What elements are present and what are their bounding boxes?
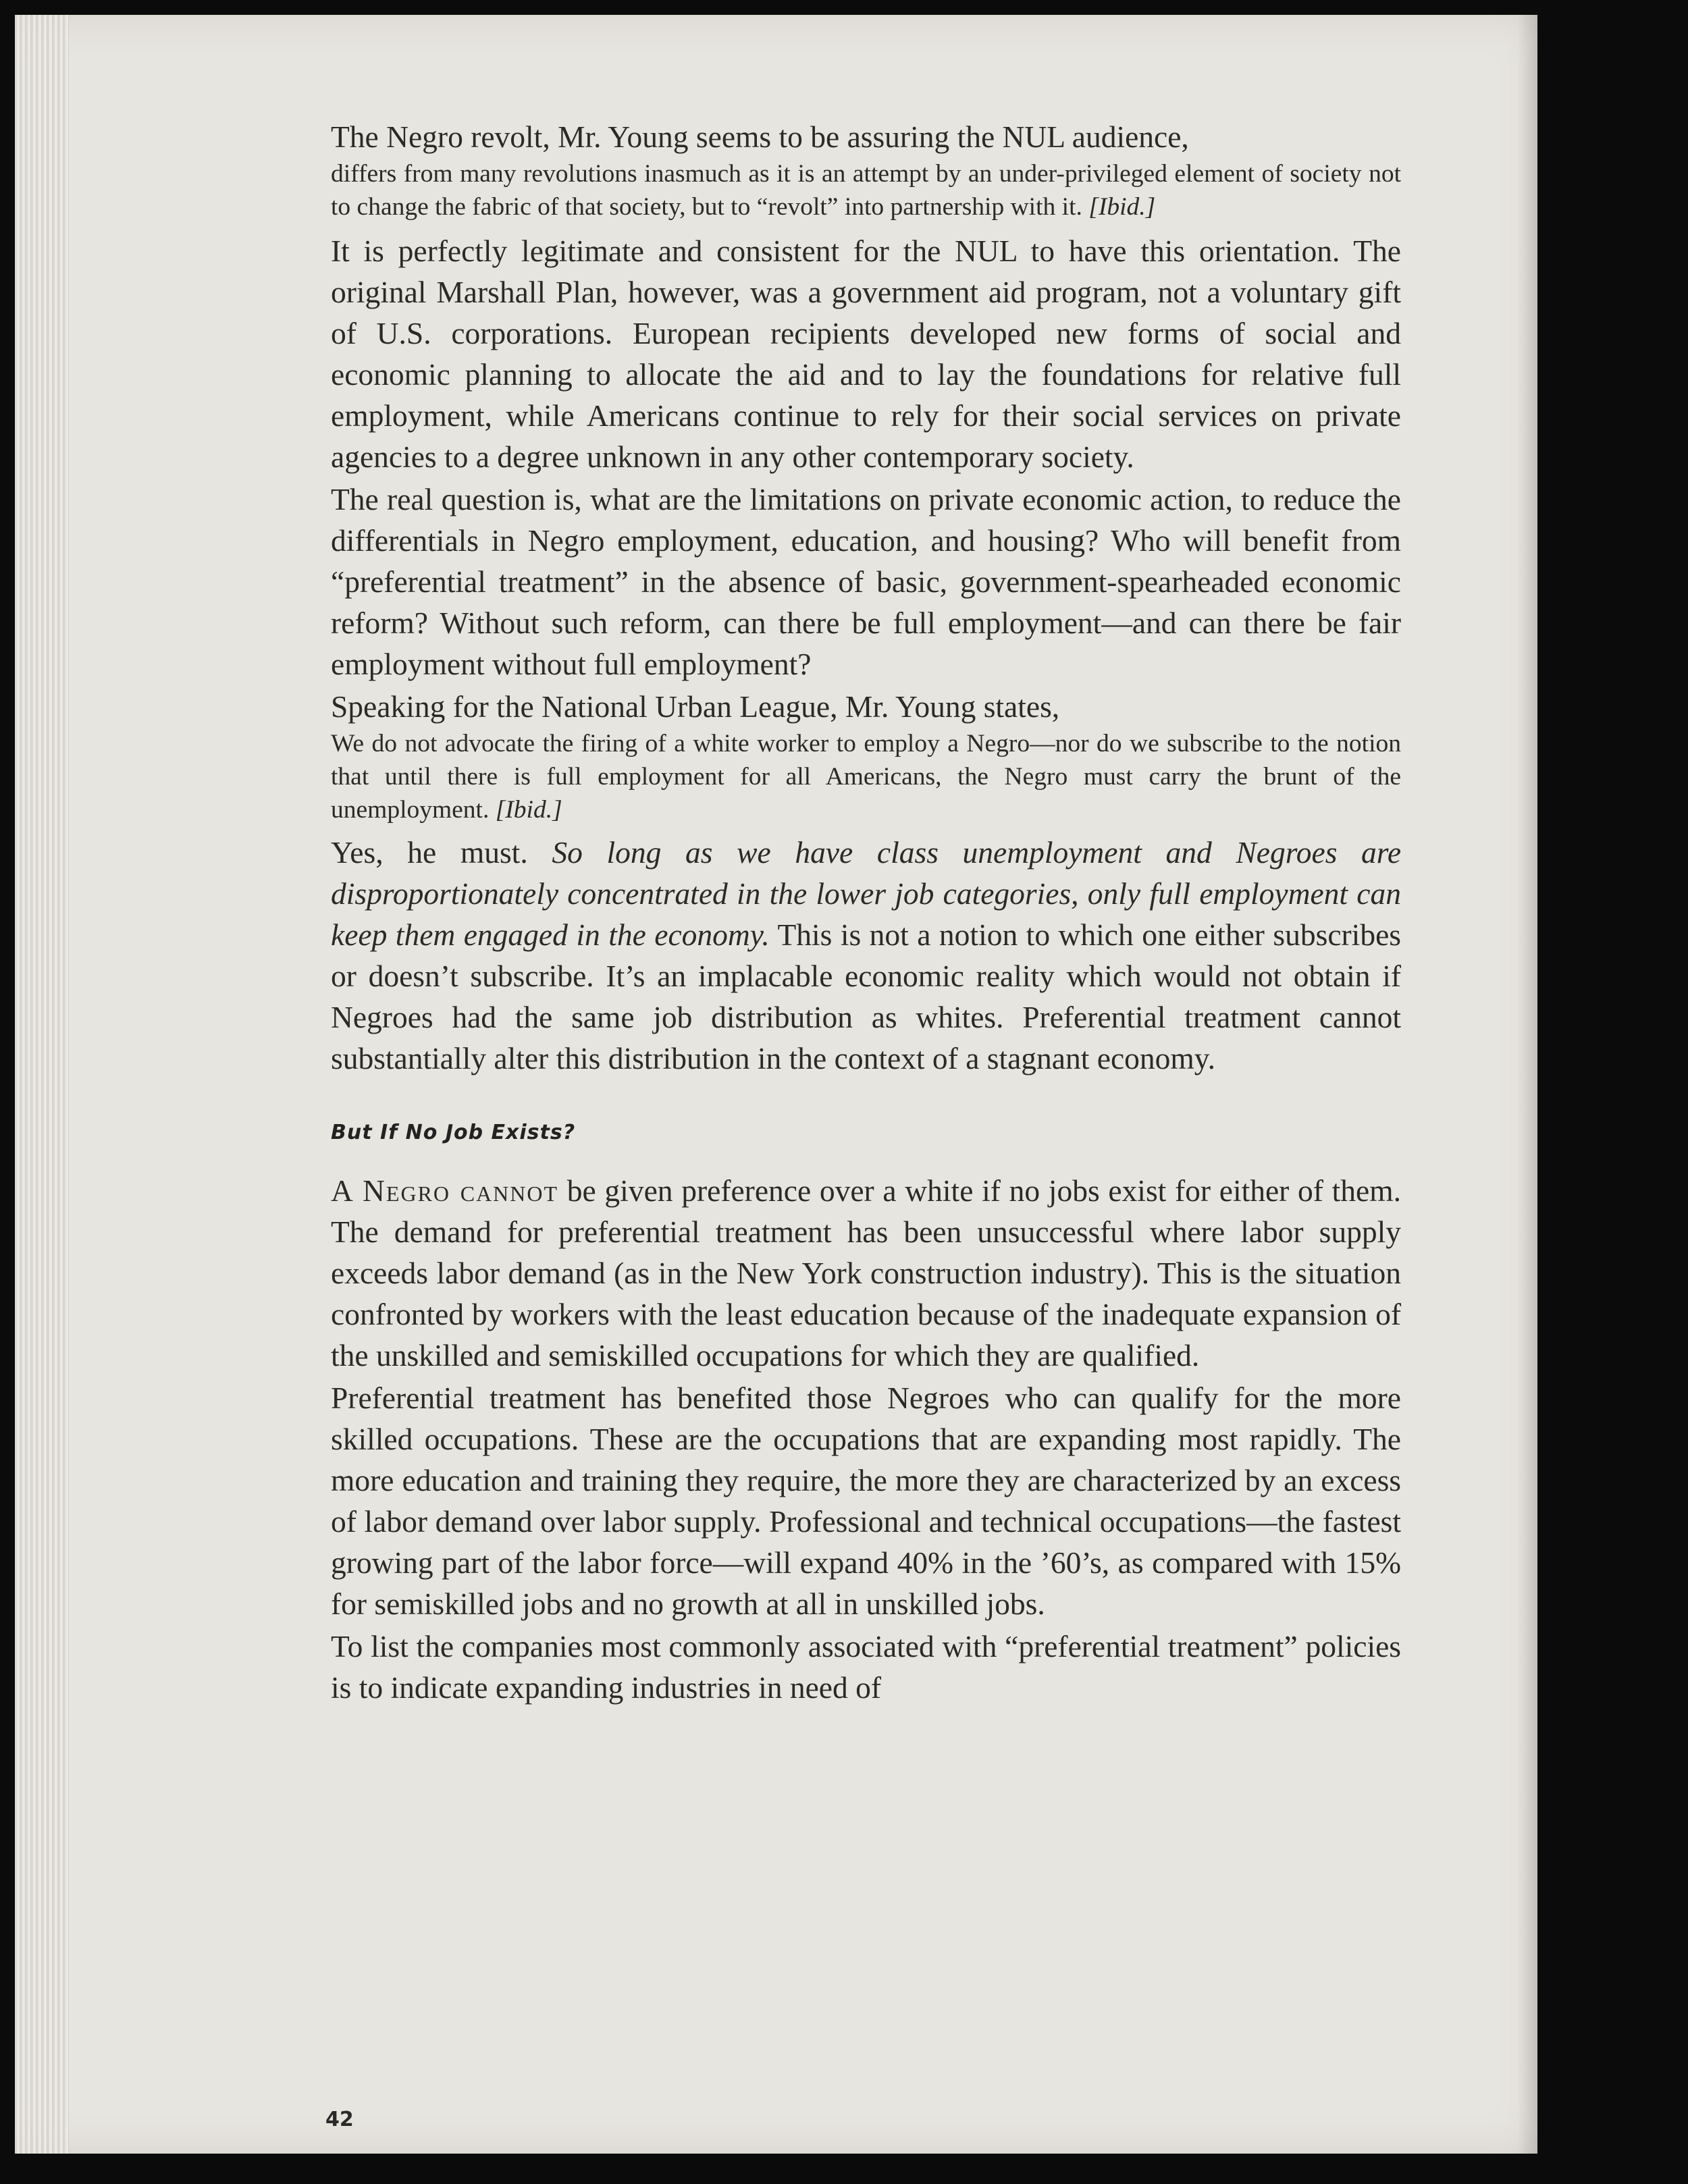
no-jobs-rest: be given preference over a white if no jobs exist for either of them. The demand for preferential treatment has been unsuccessful where labor supply exceeds labor demand (as in the New York construction industry). This is the situation confronted by workers with the least education because of the inadequate expansion of the unskilled and semiskilled occupations for which they are qualified. — [331, 1173, 1401, 1373]
paragraph-real-question: The real question is, what are the limitations on private economic action, to reduce the differentials in Negro employment, education, and housing? Who will benefit from “preferential treatment” in the absence of basic, government-spearheaded economic reform? Without such reform, can there be full employment—and can there be fair employment without full employment? — [331, 482, 1401, 681]
lead-in-smallcaps: A Negro cannot — [331, 1173, 559, 1208]
section-heading: But If No Job Exists? — [331, 1121, 576, 1144]
page-number: 42 — [325, 2108, 354, 2131]
page-edges — [15, 15, 69, 2154]
paragraph-speaking: Speaking for the National Urban League, Mr. Young states, — [331, 689, 1060, 724]
block-quote-2-ref: [Ibid.] — [495, 796, 562, 824]
block-quote-1-text: differs from many revolutions inasmuch as it is an attempt by an under-privileged element of society not to change the fabric of that society, but to “revolt” into partnership with it. — [331, 160, 1401, 221]
paragraph-intro: The Negro revolt, Mr. Young seems to be assuring the NUL audience, — [331, 119, 1189, 154]
yes-he-must-italic: So long as we have class unemployment and Negroes are disproportionately concentrated in the lower job categories, only full employment can keep them engaged in the economy. — [331, 835, 1402, 952]
paragraph-companies: To list the companies most commonly associated with “preferential treatment” policies is to indicate expanding industries in need of — [331, 1629, 1401, 1705]
block-quote-2 — [331, 727, 1401, 826]
paragraph-skilled-occupations: Preferential treatment has benefited those Negroes who can qualify for the more skilled occupations. These are the occupations that are expanding most rapidly. The more education and training they require, the more they are characterized by an excess of labor demand over labor supply. Professional and technical occupations—the fastest growing part of the labor force—will expand 40% in the ’60’s, as compared with 15% for semiskilled jobs and no growth at all in unskilled jobs. — [331, 1381, 1401, 1621]
yes-he-must-end: This is not a notion to which one either subscribes or doesn’t subscribe. It’s an implacable economic reality which would not obtain if Negroes had the same job distribution as whites. Preferential treatment cannot substantially alter this distribution in the context of a stagnant economy. — [331, 917, 1401, 1075]
block-quote-1-ref: [Ibid.] — [1088, 193, 1156, 221]
page-gutter-shadow — [1517, 15, 1537, 2154]
yes-he-must-start: Yes, he must. — [331, 835, 528, 870]
page-content — [331, 116, 1401, 1708]
block-quote-2-text: We do not advocate the firing of a white worker to employ a Negro—nor do we subscribe to the notion that until there is full employment for all Americans, the Negro must carry the brunt of the unemployment. — [331, 730, 1401, 824]
paragraph-marshall-plan: It is perfectly legitimate and consistent for the NUL to have this orientation. The original Marshall Plan, however, was a government aid program, not a voluntary gift of U.S. corporations. European recipients developed new forms of social and economic planning to allocate the aid and to lay the foundations for relative full employment, while Americans continue to rely for their social services on private agencies to a degree unknown in any other contemporary society. — [331, 234, 1401, 474]
paragraph-yes-he-must — [331, 832, 1401, 1079]
block-quote-1 — [331, 157, 1401, 223]
book-page — [15, 15, 1537, 2154]
paragraph-no-jobs — [331, 1170, 1401, 1376]
